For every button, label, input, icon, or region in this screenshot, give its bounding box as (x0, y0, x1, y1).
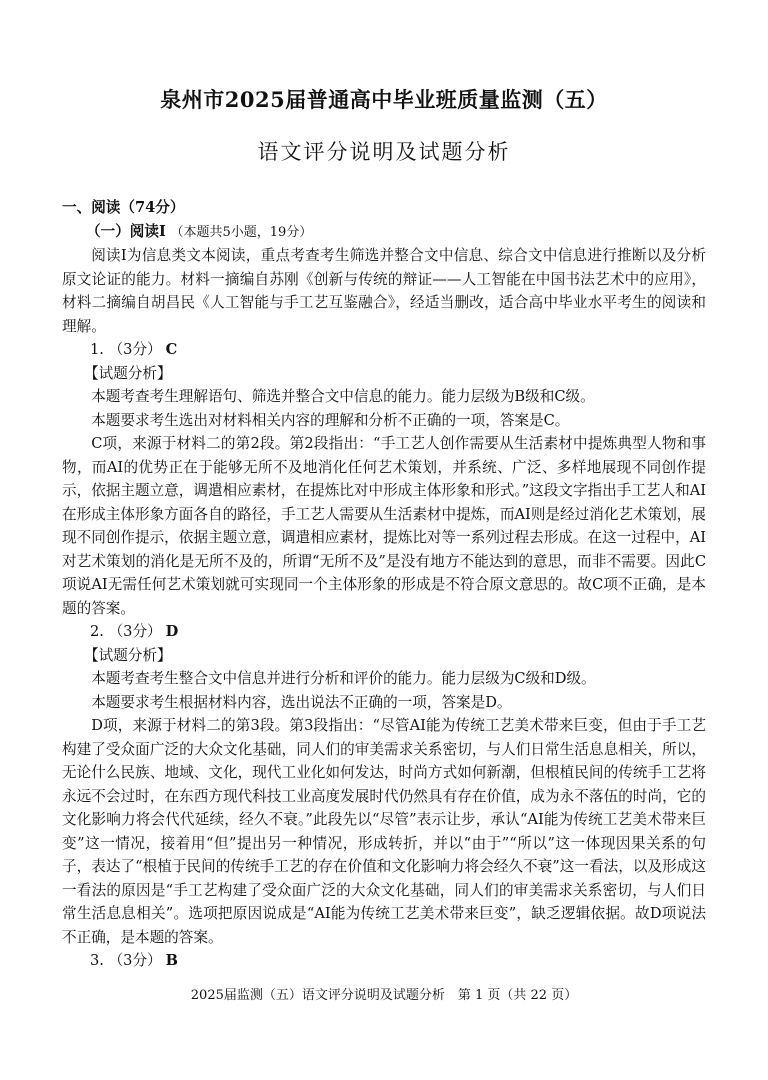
intro-paragraph: 阅读Ⅰ为信息类文本阅读，重点考查考生筛选并整合文中信息、综合文中信息进行推断以及分析原文论证的能力。材料一摘编自苏刚《创新与传统的辩证——人工智能在中国书法艺术中的应用》，材料二摘编自胡昌民《人工智能与手工艺互鉴融合》，经适当删改，适合高中毕业水平考生的阅读和理解。 (62, 247, 706, 335)
document-subtitle: 语文评分说明及试题分析 (257, 140, 511, 164)
analysis-paragraph: C项，来源于材料二的第2段。第2段指出：“手工艺人创作需要从生活素材中提炼典型人物和事物，而AI的优势正在于能够无所不及地消化任何艺术策划，并系统、广泛、多样地展现不同创作提示，依据主题立意，调遣相应素材，在提炼比对中形成主体形象和形式。”这段文字指出手工艺人和AI在形成主体形象方面各自的路径，手工艺人需要从生活素材中提炼，而AI则是经过消化艺术策划，展现不同创作提示，依据主题立意，调遣相应素材，提炼比对等一系列过程去形成。在这一过程中，AI对艺术策划的消化是无所不及的，所谓“无所不及”是没有地方不能达到的意思，而非不需要。因此C项说AI无需任何艺术策划就可实现同一个主体形象的形成是不符合原文意思的。故C项不正确，是本题的答案。 (62, 435, 706, 617)
analysis-paragraph: 本题考查考生整合文中信息并进行分析和评价的能力。能力层级为C级和D级。 (91, 670, 596, 687)
subsection-heading (62, 220, 706, 245)
page-footer: 2025届监测（五）语文评分说明及试题分析 第 1 页（共 22 页） (190, 988, 578, 1003)
question-answer: B (165, 952, 178, 969)
subsection-note: （本题共5小题，19分） (170, 224, 313, 240)
question-answer: C (165, 341, 178, 358)
question-1-header (62, 338, 706, 362)
section-heading: 一、阅读（74分） (62, 199, 185, 216)
analysis-paragraph: 本题考查考生理解语句、筛选并整合文中信息的能力。能力层级为B级和C级。 (91, 388, 595, 405)
question-score: （3分） (108, 623, 162, 640)
question-score: （3分） (108, 952, 162, 969)
question-2-header (62, 620, 706, 644)
question-score: （3分） (108, 341, 162, 358)
question-number: 2. (90, 623, 104, 640)
analysis-paragraph: 本题要求考生根据材料内容，选出说法不正确的一项，答案是D。 (91, 693, 512, 711)
question-3-header (62, 949, 706, 973)
analysis-label: 【试题分析】 (84, 646, 172, 664)
question-number: 1. (90, 341, 104, 358)
question-number: 3. (90, 952, 104, 969)
analysis-paragraph: 本题要求考生选出对材料相关内容的理解和分析不正确的一项，答案是C。 (91, 411, 570, 429)
document-body (62, 196, 706, 973)
subsection-title: （一）阅读Ⅰ (86, 222, 166, 240)
analysis-paragraph: D项，来源于材料二的第3段。第3段指出：“尽管AI能为传统工艺美术带来巨变，但由于手工艺构建了受众面广泛的大众文化基础，同人们的审美需求关系密切，与人们日常生活息息相关，所以，无论什么民族、地域、文化，现代工业化如何发达，时尚方式如何新潮，但根植民间的传统手工艺将永远不会过时，在东西方现代科技工业高度发展时代仍然具有存在价值，成为永不落伍的时尚，它的文化影响力将会代代延续，经久不衰。”此段先以“尽管”表示让步，承认“AI能为传统工艺美术带来巨变”这一情况，接着用“但”提出另一种情况，形成转折，并以“由于”“所以”这一体现因果关系的句子，表达了“根植于民间的传统手工艺的存在价值和文化影响力将会经久不衰”这一看法，以及形成这一看法的原因是“手工艺构建了受众面广泛的大众文化基础，同人们的审美需求关系密切，与人们日常生活息息相关”。选项把原因说成是“AI能为传统工艺美术带来巨变”，缺乏逻辑依据。故D项说法不正确，是本题的答案。 (62, 717, 706, 946)
question-answer: D (165, 623, 179, 640)
document-title: 泉州市2025届普通高中毕业班质量监测（五） (160, 87, 608, 112)
analysis-label: 【试题分析】 (84, 364, 172, 382)
